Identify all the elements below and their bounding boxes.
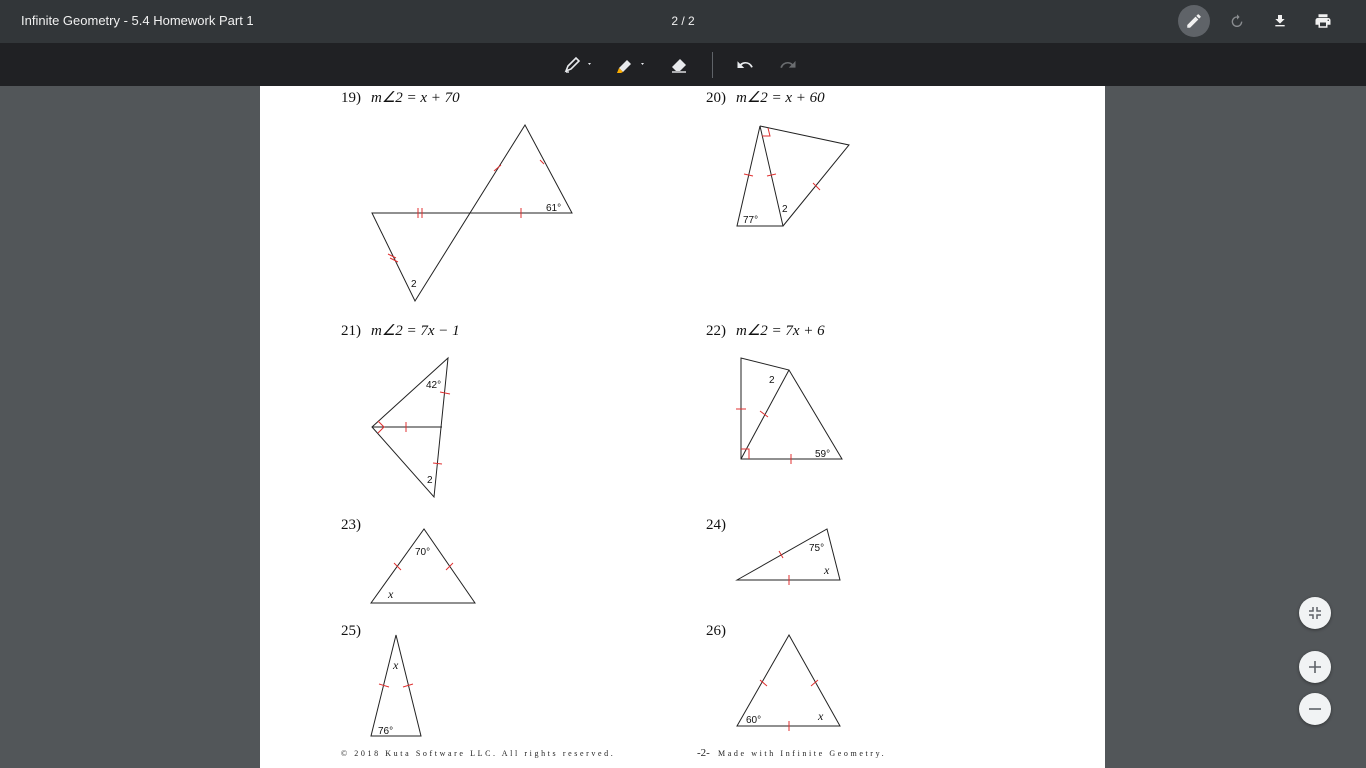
diagram-23 (371, 529, 475, 603)
diagram-24 (737, 529, 840, 585)
download-icon (1272, 13, 1288, 29)
fit-to-page-icon (1308, 606, 1322, 620)
download-button[interactable] (1264, 5, 1296, 37)
zoom-in-button[interactable] (1299, 651, 1331, 683)
zoom-out-icon (1308, 702, 1322, 716)
document-title: Infinite Geometry - 5.4 Homework Part 1 (21, 13, 254, 28)
problem-equation-20: m∠2 = x + 60 (736, 90, 825, 106)
angle-label-24b: x (824, 563, 830, 577)
pen-tool-button[interactable] (560, 49, 596, 81)
zoom-out-button[interactable] (1299, 693, 1331, 725)
print-button[interactable] (1307, 5, 1339, 37)
angle-label-20a: 77° (743, 215, 759, 226)
problem-equation-19: m∠2 = x + 70 (371, 90, 460, 106)
angle-label-21a: 42° (426, 380, 442, 391)
rotate-button[interactable] (1221, 5, 1253, 37)
problem-number-21: 21) (341, 323, 361, 339)
redo-button[interactable] (775, 49, 801, 81)
footer-made-with: Made with Infinite Geometry. (718, 749, 887, 758)
undo-icon (736, 56, 754, 74)
zoom-in-icon (1308, 660, 1322, 674)
angle-label-26b: x (818, 709, 824, 723)
angle-label-24a: 75° (809, 543, 825, 554)
problem-number-23: 23) (341, 517, 361, 533)
fit-to-page-button[interactable] (1299, 597, 1331, 629)
problem-number-24: 24) (706, 517, 726, 533)
rotate-icon (1229, 13, 1245, 29)
page-indicator[interactable]: 2 / 2 (671, 14, 695, 28)
page-content (260, 86, 1105, 768)
problem-number-25: 25) (341, 623, 361, 639)
footer-page-number: -2- (697, 747, 710, 759)
diagram-26 (737, 635, 840, 731)
print-icon (1314, 12, 1332, 30)
angle-label-21b: 2 (427, 475, 433, 486)
angle-label-20b: 2 (782, 204, 788, 215)
footer-copyright: © 2018 Kuta Software LLC. All rights reserved. (341, 749, 616, 758)
angle-label-25b: 76° (378, 726, 394, 737)
diagram-20 (737, 126, 849, 226)
pen-tool-icon (563, 55, 593, 75)
problem-equation-21: m∠2 = 7x − 1 (371, 323, 460, 339)
angle-label-26a: 60° (746, 715, 762, 726)
redo-icon (779, 56, 797, 74)
problem-number-22: 22) (706, 323, 726, 339)
diagram-19 (372, 125, 572, 301)
angle-label-23b: x (388, 587, 394, 601)
annotation-toolbar (0, 43, 1366, 86)
undo-button[interactable] (732, 49, 758, 81)
diagram-21 (372, 358, 450, 497)
angle-label-22a: 2 (769, 375, 775, 386)
eraser-icon (669, 55, 689, 75)
angle-label-19b: 2 (411, 279, 417, 290)
top-toolbar (0, 0, 1366, 43)
problem-number-19: 19) (341, 90, 361, 106)
angle-label-22b: 59° (815, 449, 831, 460)
problem-equation-22: m∠2 = 7x + 6 (736, 323, 825, 339)
diagram-22 (736, 358, 842, 464)
angle-label-23a: 70° (415, 547, 431, 558)
highlighter-button[interactable] (612, 49, 648, 81)
problem-number-20: 20) (706, 90, 726, 106)
toolbar-divider (712, 52, 713, 78)
angle-label-25a: x (393, 658, 399, 672)
diagram-25 (371, 635, 421, 737)
highlighter-icon (615, 55, 645, 75)
eraser-button[interactable] (666, 49, 692, 81)
problem-number-26: 26) (706, 623, 726, 639)
angle-label-19a: 61° (546, 203, 562, 214)
pen-icon (1185, 12, 1203, 30)
annotate-button[interactable] (1178, 5, 1210, 37)
pdf-page (260, 86, 1105, 768)
